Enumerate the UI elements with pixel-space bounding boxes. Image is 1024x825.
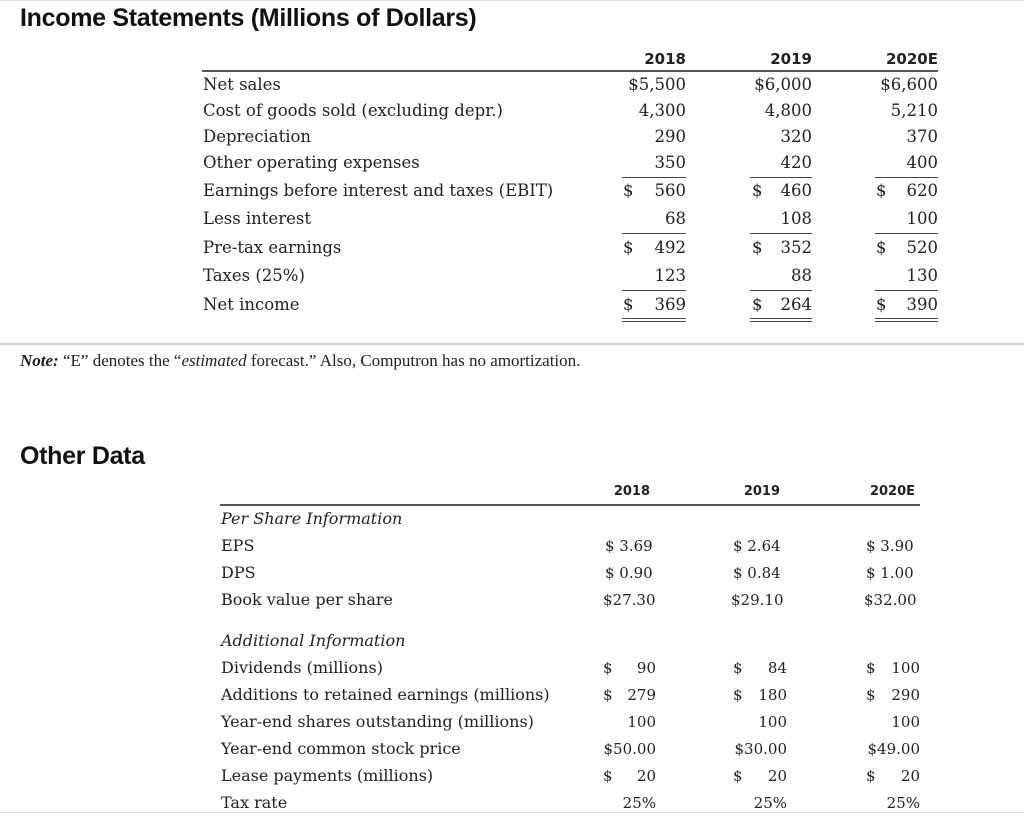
row-label: Year-end common stock price bbox=[221, 739, 461, 758]
section-divider bbox=[0, 343, 1024, 345]
cell-value: 350 bbox=[654, 153, 686, 172]
cell-value: 88 bbox=[791, 266, 812, 285]
currency-symbol: $ bbox=[623, 295, 634, 314]
currency-symbol: $ bbox=[752, 181, 763, 200]
row-label: Net sales bbox=[203, 75, 281, 94]
cell-value: $ 3.90 bbox=[866, 537, 914, 555]
col-2018-header: 2018 bbox=[613, 484, 650, 499]
cell-value: 90 bbox=[636, 659, 656, 677]
currency-symbol: $ bbox=[866, 659, 876, 677]
currency-symbol: $ bbox=[623, 181, 634, 200]
row-label: Pre-tax earnings bbox=[203, 238, 342, 257]
currency-symbol: $ bbox=[876, 238, 887, 257]
cell-value: 100 bbox=[758, 713, 787, 731]
cell-value: 130 bbox=[906, 266, 938, 285]
cell-value: 264 bbox=[780, 295, 812, 314]
row-label: Tax rate bbox=[221, 793, 288, 812]
cell-value: 352 bbox=[780, 238, 812, 257]
cell-value: 100 bbox=[891, 713, 920, 731]
row-label: Other operating expenses bbox=[203, 153, 420, 172]
total-rule bbox=[622, 318, 686, 319]
cell-value: 492 bbox=[654, 238, 686, 257]
cell-value: $49.00 bbox=[867, 740, 920, 758]
bottom-divider bbox=[0, 812, 1024, 813]
cell-value: $29.10 bbox=[731, 591, 784, 609]
col-2019-header: 2019 bbox=[743, 484, 780, 499]
row-label: Taxes (25%) bbox=[203, 266, 305, 285]
col-2018-header: 2018 bbox=[644, 50, 686, 68]
header-rule bbox=[220, 504, 920, 506]
cell-value: $27.30 bbox=[603, 591, 656, 609]
cell-value: 290 bbox=[654, 127, 686, 146]
subtotal-rule bbox=[875, 177, 938, 178]
currency-symbol: $ bbox=[603, 767, 613, 785]
cell-value: $32.00 bbox=[864, 591, 917, 609]
currency-symbol: $ bbox=[866, 767, 876, 785]
cell-value: 100 bbox=[891, 659, 920, 677]
cell-value: 400 bbox=[906, 153, 938, 172]
row-label: Depreciation bbox=[203, 127, 312, 146]
cell-value: $30.00 bbox=[734, 740, 787, 758]
row-label: Less interest bbox=[203, 209, 311, 228]
cell-value: 123 bbox=[654, 266, 686, 285]
currency-symbol: $ bbox=[733, 686, 743, 704]
note-emphasis: estimated bbox=[181, 351, 247, 370]
cell-value: 279 bbox=[627, 686, 656, 704]
subtotal-rule bbox=[622, 290, 686, 291]
cell-value: 25% bbox=[753, 794, 787, 812]
cell-value: 20 bbox=[767, 767, 787, 785]
cell-value: $6,000 bbox=[754, 75, 812, 94]
cell-value: 5,210 bbox=[890, 101, 938, 120]
cell-value: $6,600 bbox=[880, 75, 938, 94]
cell-value: $ 3.69 bbox=[605, 537, 653, 555]
cell-value: $ 2.64 bbox=[733, 537, 781, 555]
row-label: Cost of goods sold (excluding depr.) bbox=[203, 101, 503, 120]
currency-symbol: $ bbox=[752, 295, 763, 314]
subtotal-rule bbox=[750, 177, 812, 178]
cell-value: 100 bbox=[906, 209, 938, 228]
section-heading: Per Share Information bbox=[221, 509, 403, 528]
total-rule bbox=[750, 321, 812, 322]
note-prefix: Note: bbox=[20, 351, 59, 370]
cell-value: 560 bbox=[654, 181, 686, 200]
total-rule bbox=[875, 321, 938, 322]
row-label: Book value per share bbox=[221, 590, 393, 609]
row-label: Year-end shares outstanding (millions) bbox=[221, 712, 534, 731]
currency-symbol: $ bbox=[733, 767, 743, 785]
currency-symbol: $ bbox=[876, 295, 887, 314]
col-2019-header: 2019 bbox=[770, 50, 812, 68]
top-divider bbox=[0, 0, 1024, 1]
cell-value: 180 bbox=[758, 686, 787, 704]
subtotal-rule bbox=[622, 233, 686, 234]
cell-value: 108 bbox=[780, 209, 812, 228]
cell-value: 290 bbox=[891, 686, 920, 704]
currency-symbol: $ bbox=[603, 686, 613, 704]
cell-value: 390 bbox=[906, 295, 938, 314]
header-rule bbox=[202, 70, 938, 72]
row-label: Dividends (millions) bbox=[221, 658, 383, 677]
footnote bbox=[20, 351, 580, 371]
cell-value: $5,500 bbox=[628, 75, 686, 94]
cell-value: 320 bbox=[780, 127, 812, 146]
section-heading: Additional Information bbox=[221, 631, 406, 650]
currency-symbol: $ bbox=[866, 686, 876, 704]
cell-value: 68 bbox=[665, 209, 686, 228]
cell-value: 25% bbox=[622, 794, 656, 812]
subtotal-rule bbox=[875, 290, 938, 291]
col-2020e-header: 2020E bbox=[886, 50, 938, 68]
cell-value: 100 bbox=[627, 713, 656, 731]
currency-symbol: $ bbox=[752, 238, 763, 257]
row-label: Additions to retained earnings (millions) bbox=[221, 685, 550, 704]
subtotal-rule bbox=[622, 177, 686, 178]
cell-value: 460 bbox=[780, 181, 812, 200]
cell-value: 520 bbox=[906, 238, 938, 257]
total-rule bbox=[750, 318, 812, 319]
currency-symbol: $ bbox=[603, 659, 613, 677]
other-data-title: Other Data bbox=[20, 442, 145, 470]
cell-value: 370 bbox=[906, 127, 938, 146]
cell-value: $ 0.84 bbox=[733, 564, 781, 582]
row-label: DPS bbox=[221, 563, 256, 582]
cell-value: 4,800 bbox=[764, 101, 812, 120]
cell-value: 25% bbox=[886, 794, 920, 812]
cell-value: 620 bbox=[906, 181, 938, 200]
col-2020e-header: 2020E bbox=[869, 484, 915, 499]
row-label: EPS bbox=[221, 536, 255, 555]
cell-value: 84 bbox=[767, 659, 787, 677]
cell-value: 420 bbox=[780, 153, 812, 172]
cell-value: 369 bbox=[654, 295, 686, 314]
row-label: Lease payments (millions) bbox=[221, 766, 434, 785]
subtotal-rule bbox=[750, 233, 812, 234]
subtotal-rule bbox=[750, 290, 812, 291]
row-label: Net income bbox=[203, 295, 300, 314]
total-rule bbox=[622, 321, 686, 322]
subtotal-rule bbox=[875, 233, 938, 234]
cell-value: 20 bbox=[900, 767, 920, 785]
note-text-b: forecast.” Also, Computron has no amortization. bbox=[246, 351, 581, 370]
cell-value: $ 1.00 bbox=[866, 564, 914, 582]
cell-value: $ 0.90 bbox=[605, 564, 653, 582]
cell-value: 4,300 bbox=[638, 101, 686, 120]
currency-symbol: $ bbox=[623, 238, 634, 257]
row-label: Earnings before interest and taxes (EBIT) bbox=[203, 181, 554, 200]
cell-value: $50.00 bbox=[603, 740, 656, 758]
cell-value: 20 bbox=[636, 767, 656, 785]
total-rule bbox=[875, 318, 938, 319]
currency-symbol: $ bbox=[733, 659, 743, 677]
note-text-a: “E” denotes the “ bbox=[58, 351, 182, 370]
income-statement-title: Income Statements (Millions of Dollars) bbox=[20, 4, 477, 32]
currency-symbol: $ bbox=[876, 181, 887, 200]
